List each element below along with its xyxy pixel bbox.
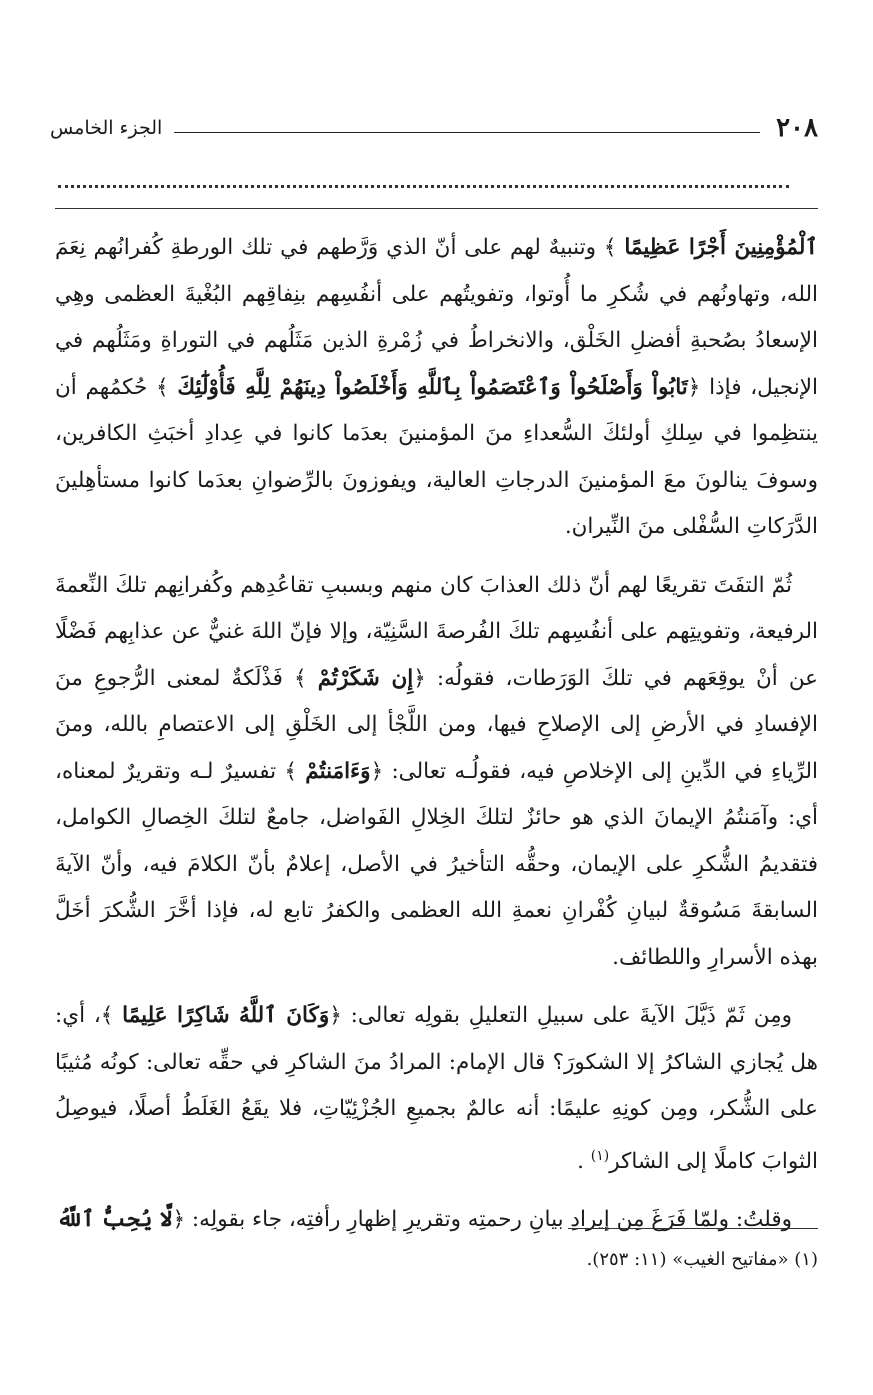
text-segment: ، أي: هل يُجازي الشاكرُ إلا الشكورَ؟ قال الإمام: المرادُ منَ الشاكرِ في حقِّه تعالى: كونُه مُثيبًا على الشُّكر، ومِن كونِهِ عليمًا: أنه عالمٌ بجميعِ الجُزْئِيّاتِ، فلا يقَعُ الغَلَطُ أصلًا، فيوصِلُ الثوابَ كاملًا إلى الشاكر xyxy=(55,1003,818,1174)
quran-close-bracket: ﴾ xyxy=(294,665,318,691)
paragraph xyxy=(55,1197,818,1244)
quran-verse: إِن شَكَرْتُمْ xyxy=(317,665,414,691)
page-number: ٢٠٨ xyxy=(776,113,818,143)
part-title: الجزء الخامس xyxy=(50,117,163,139)
quran-open-bracket: ﴿ xyxy=(687,374,701,400)
text-segment: ومِن ثَمّ ذَيَّلَ الآيةَ على سبيلِ التعليلِ بقولِه تعالى: xyxy=(341,1003,792,1028)
quran-open-bracket: ﴿ xyxy=(329,1003,342,1028)
quran-verse: لَّا يُحِبُّ ٱللَّهُ xyxy=(56,1207,173,1233)
quran-verse: وَءَامَنتُمْ xyxy=(305,758,371,784)
paragraph xyxy=(55,993,818,1185)
body-text xyxy=(55,225,818,1244)
quran-close-bracket: ﴾ xyxy=(156,374,178,400)
quran-close-bracket: ﴾ xyxy=(284,758,306,784)
text-segment: فَذْلَكةٌ لمعنى الرُّجوعِ منَ الإفسادِ في الأرضِ إلى الإصلاحِ فيها، ومن اللَّجْأ إلى الخَلْقِ إلى الاعتصامِ بالله، ومنَ الرِّياءِ في الدِّينِ إلى الإخلاصِ فيه، فقولُـه تعالى: xyxy=(55,665,818,784)
paragraph xyxy=(55,225,818,551)
text-segment: حُكمُهم أن ينتظِموا في سِلكِ أولئكَ السُّعداءِ منَ المؤمنينَ بعدَما كانوا في عِدادِ أخبَثِ الكافرين، وسوفَ ينالونَ معَ المؤمنينَ الدرجاتِ العالية، ويفوزونَ بالرِّضوانِ بعدَما كانوا مستأهِلينَ الدَّرَكاتِ السُّفْلى منَ النِّيران. xyxy=(55,374,818,539)
quran-open-bracket: ﴿ xyxy=(413,665,426,691)
quran-verse: تَابُواْ وَأَصْلَحُواْ وَٱعْتَصَمُواْ بِٱللَّهِ وَأَخْلَصُواْ دِينَهُمْ لِلَّهِ فَأُوْلَٰٓئِكَ xyxy=(177,374,688,400)
text-segment: ثُمّ التفَتَ تقريعًا لهم أنّ ذلك العذابَ كان منهم وبسببِ تقاعُدِهم وكُفرانِهم تلكَ النِّعمةَ الرفيعة، وتفويتِهم على أنفُسِهم تلكَ الفُرصةَ السَّنِيّة، وإلا فإنّ اللهَ غنيٌّ عن عذابِهم فَضْلًا عن أنْ يوقِعَهم في تلكَ الوَرَطات، فقولُه: xyxy=(55,572,819,691)
paragraph xyxy=(55,563,818,982)
footnote-rule xyxy=(568,1228,818,1229)
quran-verse: ٱلْمُؤْمِنِينَ أَجْرًا عَظِيمًا xyxy=(624,235,818,260)
footnote-marker: (١) xyxy=(590,1147,610,1164)
quran-close-bracket: ﴾ xyxy=(100,1003,123,1028)
header-rule xyxy=(174,132,760,133)
solid-separator xyxy=(55,208,818,209)
dotted-separator xyxy=(58,185,789,188)
text-segment: تفسيرٌ لـه وتقريرٌ لمعناه، أي: وآمَنتُمُ الإيمانَ الذي هو حائزٌ لتلكَ الخِلالِ الفَواضل، جامعٌ لتلكَ الخِصالِ الكوامل، فتقديمُ الشُّكرِ على الإيمان، وحقُّه التأخيرُ في الأصل، إعلامٌ بأنّ الكلامَ فيه، وأنّ الآيةَ السابقةَ مَسُوقةٌ لبيانِ كُفْرانِ نعمةِ الله العظمى والكفرُ تابع له، فإذا أخَّرَ الشُّكرَ أخَلَّ بهذه الأسرارِ واللطائف. xyxy=(55,758,818,970)
quran-open-bracket: ﴿ xyxy=(172,1207,186,1233)
footnote: (١) «مفاتيح الغيب» (١١: ٢٥٣). xyxy=(586,1249,818,1270)
text-segment: وتنبيهٌ لهم على أنّ الذي وَرَّطهم في تلك الورطةِ كُفرانُهم نِعَمَ الله، وتهاونُهم في شُكرِ ما أُوتوا، وتفويتُهم على أنفُسِهم بنِفاقِهم البُغْيةَ العظمى وهِي الإسعادُ بصُحبةِ أفضلِ الخَلْق، والانخراطُ في زُمْرةِ الذين مَثَلُهم في التوراةِ ومَثَلُهم في الإنجيل، فإذا xyxy=(55,235,818,400)
page-header xyxy=(50,108,818,148)
text-segment: وقلتُ: ولمّا فَرَغَ مِن إيرادِ بيانِ رحمتِه وتقريرِ إظهارِ رأفتِه، جاء بقولِه: xyxy=(185,1207,792,1233)
text-segment: . xyxy=(577,1148,591,1174)
quran-open-bracket: ﴿ xyxy=(370,758,384,784)
quran-close-bracket: ﴾ xyxy=(603,235,625,260)
quran-verse: وَكَانَ ٱللَّهُ شَاكِرًا عَلِيمًا xyxy=(122,1003,330,1028)
